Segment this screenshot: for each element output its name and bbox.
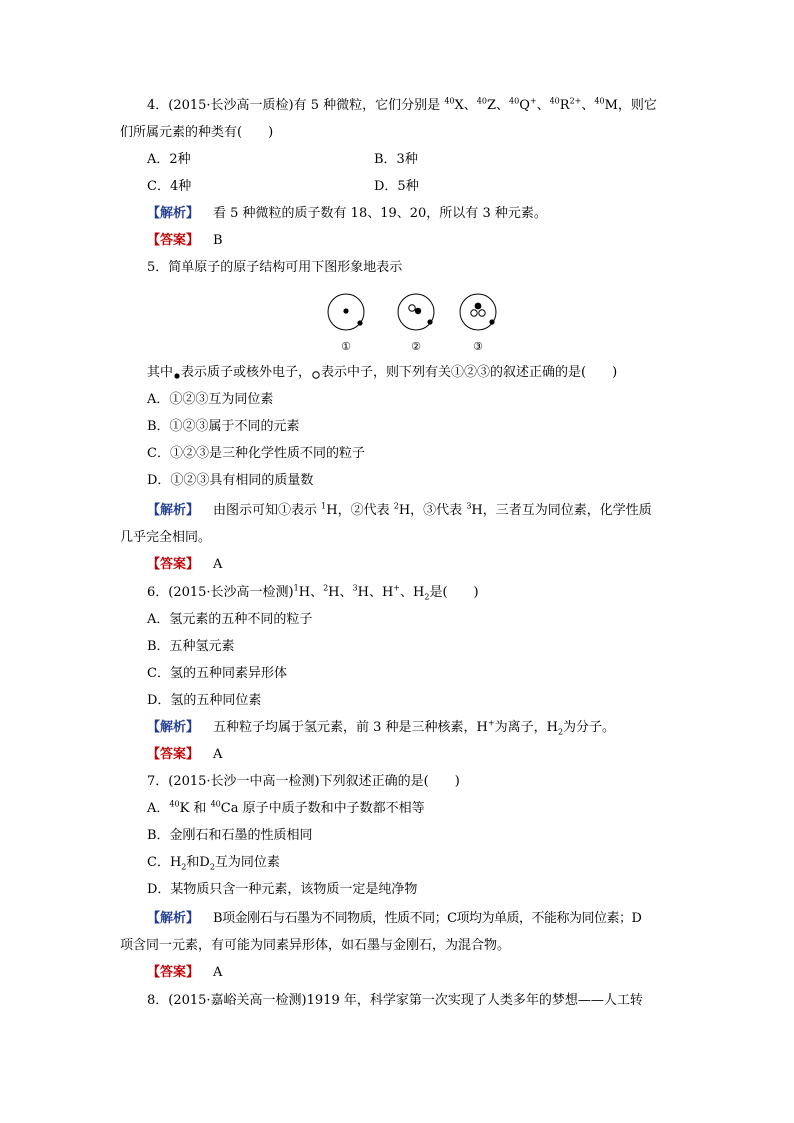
q4-stem-line1: 4．(2015·长沙高一质检)有 5 种微粒，它们分别是 $^{40}$X、$^{40}$Z、$^{40}$Q+、$^{40}R^{2+}$、$^{40}$M，则它 bbox=[147, 96, 657, 113]
q6-answer: 【答案】 A bbox=[147, 747, 223, 762]
q4-options-row2 bbox=[147, 178, 419, 196]
q6-option-d: D．氢的五种同位素 bbox=[147, 693, 262, 708]
explanation-tag: 【解析】 bbox=[147, 720, 200, 735]
explanation-tag: 【解析】 bbox=[147, 911, 200, 926]
q5-explanation-line1: 【解析】 由图示可知①表示 $^1$H，②代表 $^2$H，③代表 $^3$H，三者互为同位素，化学性质 bbox=[147, 501, 652, 518]
q7-option-a: A．$^{40}$K 和 $^{40}$Ca 原子中质子数和中子数都不相等 bbox=[147, 799, 425, 816]
diagram-label-2: ② bbox=[411, 340, 421, 353]
q5-explanation-line2: 几乎完全相同。 bbox=[120, 530, 212, 545]
explanation-tag: 【解析】 bbox=[147, 503, 200, 518]
q4-explanation: 【解析】 看 5 种微粒的质子数有 18、19、20，所以有 3 种元素。 bbox=[147, 206, 547, 221]
q6-stem: 6．(2015·长沙高一检测)$^1$H、$^2$H、$^3$H、H+、$H_2$是( ) bbox=[147, 583, 479, 602]
q4-option-a: A．2种 bbox=[147, 152, 191, 167]
q4-option-b: B．3种 bbox=[374, 152, 418, 167]
q4-option-c: C．4种 bbox=[147, 179, 192, 194]
filled-dot-icon bbox=[173, 367, 181, 379]
q4-answer: 【答案】 B bbox=[147, 233, 223, 248]
explanation-tag: 【解析】 bbox=[147, 206, 200, 221]
q8-stem: 8．(2015·嘉峪关高一检测)1919 年，科学家第一次实现了人类多年的梦想——人工转 bbox=[147, 993, 643, 1008]
atom-structure-diagram bbox=[322, 290, 502, 356]
answer-tag: 【答案】 bbox=[147, 747, 200, 762]
q5-option-b: B．①②③属于不同的元素 bbox=[147, 419, 300, 434]
hollow-circle-icon bbox=[311, 367, 321, 379]
diagram-label-3: ③ bbox=[473, 340, 483, 353]
atom-diagram-1 bbox=[328, 294, 364, 330]
atom-diagram-2 bbox=[398, 294, 434, 330]
q4-options-row1 bbox=[147, 151, 418, 169]
q5-answer: 【答案】 A bbox=[147, 557, 223, 572]
q5-stem-line2: 其中 表示质子或核外电子， 表示中子，则下列有关①②③的叙述正确的是( ) bbox=[147, 365, 618, 380]
q6-option-b: B．五种氢元素 bbox=[147, 639, 235, 654]
q7-option-c: C．$H_2$和$D_2$互为同位素 bbox=[147, 855, 280, 872]
answer-tag: 【答案】 bbox=[147, 965, 200, 980]
answer-tag: 【答案】 bbox=[147, 233, 200, 248]
q5-option-a: A．①②③互为同位素 bbox=[147, 392, 274, 407]
q6-option-a: A．氢元素的五种不同的粒子 bbox=[147, 612, 313, 627]
q7-option-d: D．某物质只含一种元素，该物质一定是纯净物 bbox=[147, 882, 418, 897]
q5-stem: 5．简单原子的原子结构可用下图形象地表示 bbox=[147, 260, 403, 275]
q5-option-c: C．①②③是三种化学性质不同的粒子 bbox=[147, 446, 365, 461]
q4-option-d: D．5种 bbox=[374, 179, 419, 194]
q7-explanation-line2: 项含同一元素，有可能为同素异形体，如石墨与金刚石，为混合物。 bbox=[120, 938, 511, 953]
q7-explanation-line1: 【解析】 B项金刚石与石墨为不同物质，性质不同；C项均为单质，不能称为同位素；D bbox=[147, 911, 642, 926]
q4-stem-line2: 们所属元素的种类有( ) bbox=[120, 125, 274, 140]
q5-option-d: D．①②③具有相同的质量数 bbox=[147, 473, 314, 488]
answer-tag: 【答案】 bbox=[147, 557, 200, 572]
q6-explanation: 【解析】 五种粒子均属于氢元素，前 3 种是三种核素，H+为离子，$H_2$为分子。 bbox=[147, 718, 616, 737]
q7-stem: 7．(2015·长沙一中高一检测)下列叙述正确的是( ) bbox=[147, 774, 460, 789]
q7-answer: 【答案】 A bbox=[147, 965, 223, 980]
q6-option-c: C．氢的五种同素异形体 bbox=[147, 666, 287, 681]
atom-diagram-3 bbox=[460, 294, 496, 330]
q7-option-b: B．金刚石和石墨的性质相同 bbox=[147, 828, 313, 843]
diagram-label-1: ① bbox=[341, 340, 351, 353]
